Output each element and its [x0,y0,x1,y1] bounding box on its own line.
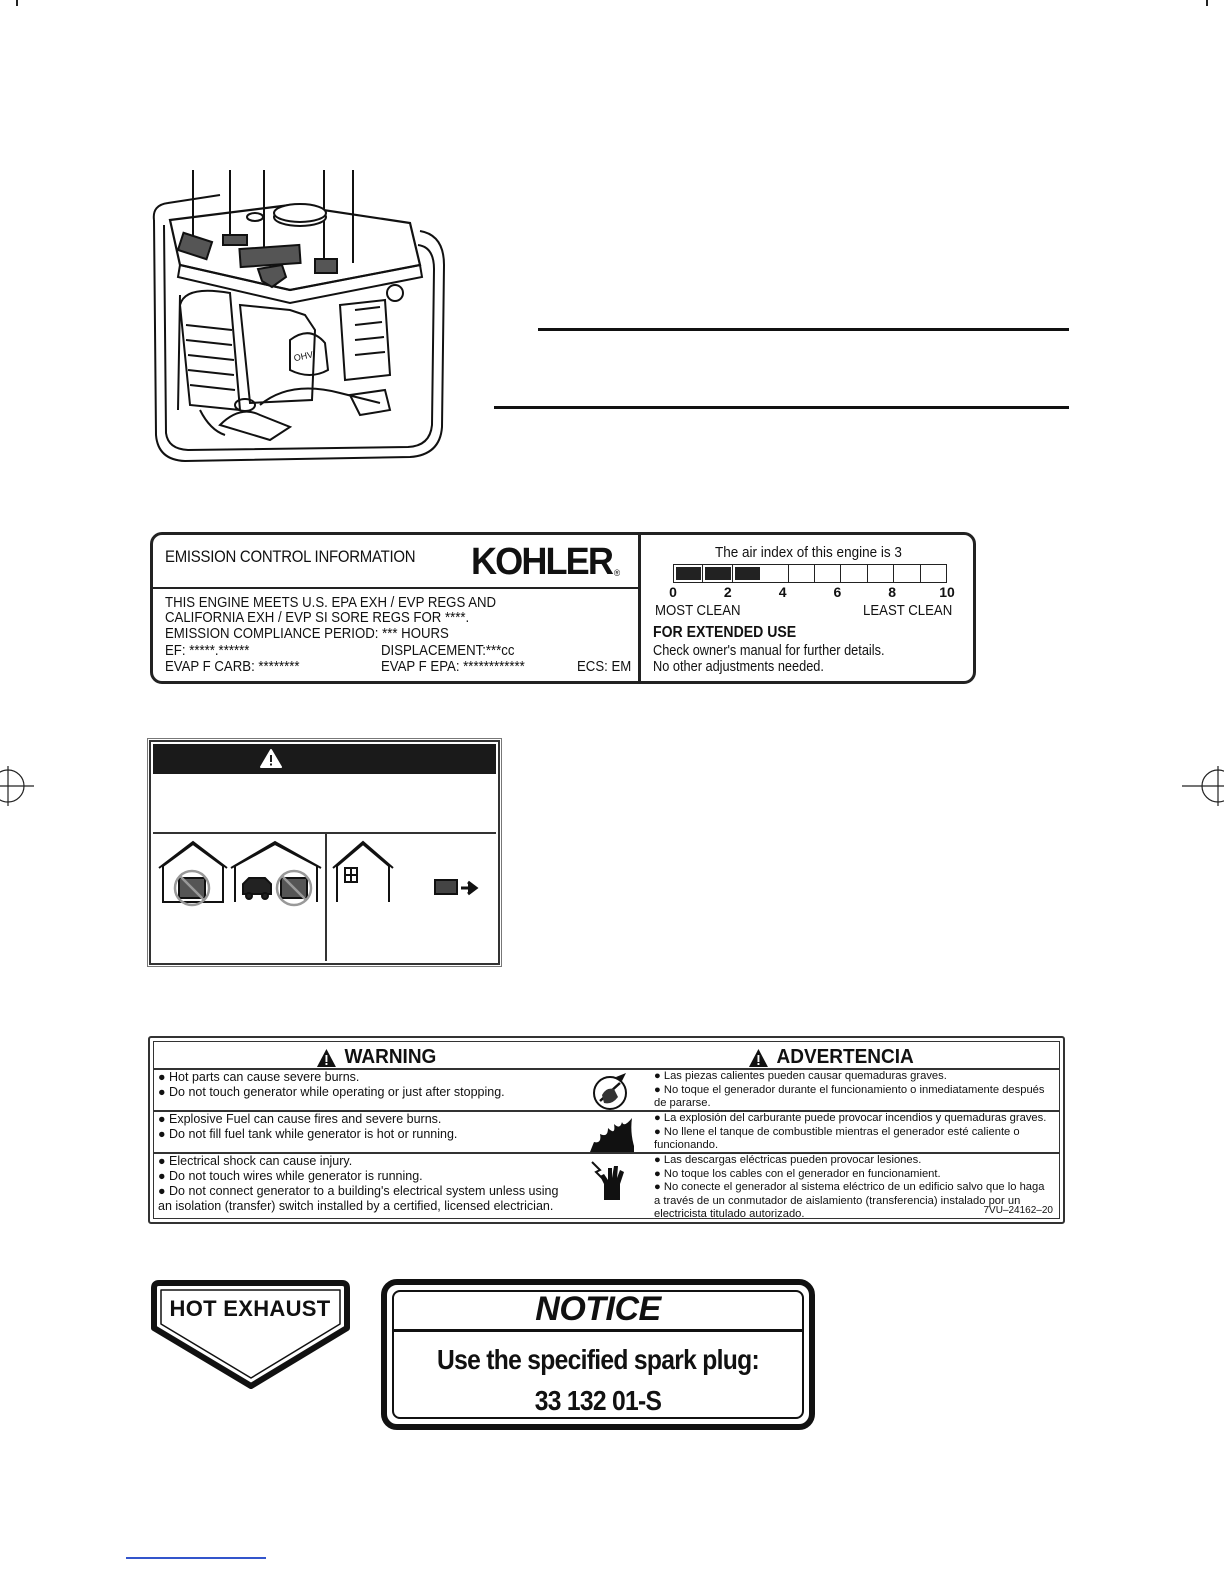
emission-control-label [150,532,976,684]
notice-inner [392,1290,804,1419]
label-part-number: 7VU–24162–20 [983,1205,1053,1216]
extended-use-heading: FOR EXTENDED USE [653,624,797,641]
air-index-scale [673,564,947,583]
warning-line: ● No conecte el generador al sistema eléctrico de un edificio salvo que lo haga [654,1181,1045,1193]
evap-epa-value: EVAP F EPA: ************ [381,658,525,675]
displacement-value: DISPLACEMENT:***cc [381,642,515,659]
spark-plug-part-number: 33 132 01-S [534,1385,662,1416]
kohler-logo-text: KOHLER [471,541,613,583]
warning-line: ● Do not touch wires while generator is running. [158,1169,423,1183]
warning-row-fuel-es [654,1112,1046,1153]
no-indoor-use-icon [157,838,322,908]
emission-divider [153,587,638,589]
air-index-segment [762,565,788,582]
warning-line: ● No toque el generador durante el funcionamiento o inmediatamente después [654,1083,1045,1096]
warning-row-hot-es [654,1070,1045,1111]
co-warning-header [153,744,496,774]
air-index-segment-filled [733,565,762,582]
warning-line: ● La explosión del carburante puede provocar incendios y quemaduras graves. [654,1112,1047,1124]
warning-line: ● Hot parts can cause severe burns. [158,1070,360,1084]
warning-row-shock-en [158,1154,558,1214]
spark-plug-notice-label [381,1279,815,1430]
hot-surface-icon [586,1071,638,1113]
warning-line: an isolation (transfer) switch installed by a certified, licensed electrician. [158,1199,554,1213]
air-index-segment-filled [703,565,732,582]
warning-line: electricista titulado autorizado. [654,1208,805,1220]
warning-triangle-icon [748,1048,769,1068]
generator-illustration [140,165,460,470]
air-index-scale-number: 2 [723,584,732,600]
fire-icon [586,1112,638,1154]
outdoor-use-icon [331,838,496,908]
warning-line: ● Las piezas calientes pueden causar quemaduras graves. [654,1070,947,1082]
co-divider-vertical [325,832,327,961]
emission-line-2: CALIFORNIA EXH / EVP SI SORE REGS FOR ****. [165,609,470,626]
registration-mark-right [1182,766,1224,806]
footer-link-underline [126,1557,266,1559]
extended-use-line-2: No other adjustments needed. [653,659,824,675]
air-index-segment [868,565,894,582]
air-index-text: The air index of this engine is 3 [715,544,902,561]
emission-compliance-period: EMISSION COMPLIANCE PERIOD: *** HOURS [165,625,449,642]
air-index-scale-number: 8 [888,584,897,600]
crop-mark-top-right [1206,0,1208,6]
warning-line: funcionando. [654,1139,719,1151]
carbon-monoxide-warning-label [149,740,500,965]
svg-text:OHV: OHV [292,349,315,364]
warning-line: ● No llene el tanque de combustible mientras el generador esté caliente o [654,1125,1020,1138]
notice-divider [394,1329,802,1332]
kohler-logo [471,541,620,584]
air-index-scale-number: 4 [778,584,787,600]
warning-line: ● Do not touch generator while operating or just after stopping. [158,1085,505,1099]
warning-line: de pararse. [654,1097,711,1109]
ef-value: EF: *****.****** [165,642,250,659]
crop-mark-top-left [16,0,18,6]
warning-triangle-icon [153,744,500,774]
extended-use-line-1: Check owner's manual for further details. [653,643,885,659]
notice-title: NOTICE [535,1290,661,1328]
warning-line: ● Electrical shock can cause injury. [158,1154,353,1168]
warning-triangle-icon [316,1048,337,1068]
bilingual-warning-label [148,1036,1065,1224]
emission-info-panel [153,535,641,681]
most-clean-label: MOST CLEAN [655,602,741,619]
emission-title: EMISSION CONTROL INFORMATION [165,547,416,566]
air-index-segment [815,565,841,582]
warning-line: ● Explosive Fuel can cause fires and severe burns. [158,1112,442,1126]
air-index-segment [841,565,867,582]
ecs-value: ECS: EM [577,658,632,675]
registered-mark: ® [613,568,621,578]
registration-mark-left [0,766,34,806]
least-clean-label: LEAST CLEAN [863,602,953,619]
air-index-scale-number: 0 [669,584,677,600]
air-index-panel [641,535,973,681]
notice-line-1: Use the specified spark plug: [437,1344,759,1375]
warning-line: ● Do not fill fuel tank while generator is hot or running. [158,1127,458,1141]
hot-exhaust-label [148,1280,352,1390]
hot-exhaust-text: HOT EXHAUST [169,1296,331,1321]
warning-header-es [748,1046,914,1069]
warning-line: ● No toque los cables con el generador en funcionamient. [654,1167,941,1180]
air-index-segment [921,565,946,582]
warning-header-es-text: ADVERTENCIA [776,1046,914,1068]
air-index-segment [894,565,920,582]
emission-line-1: THIS ENGINE MEETS U.S. EPA EXH / EVP REGS AND [165,594,497,611]
warning-header-en-text: WARNING [344,1046,437,1068]
air-index-segment-filled [674,565,703,582]
warning-line: ● Do not connect generator to a building's electrical system unless using [158,1184,559,1198]
evap-carb-value: EVAP F CARB: ******** [165,658,300,675]
air-index-scale-number: 10 [939,584,955,600]
warning-row-hot-en [158,1070,505,1100]
bilingual-warning-inner [153,1041,1060,1219]
warning-row-fuel-en [158,1112,457,1142]
air-index-segment [789,565,815,582]
warning-header-en [316,1046,436,1069]
title-rule-upper [538,328,1069,331]
air-index-scale-number: 6 [833,584,842,600]
warning-line: ● Las descargas eléctricas pueden provocar lesiones. [654,1154,922,1166]
warning-line: a través de un conmutador de aislamiento (transferencia) instalado por un [654,1194,1021,1207]
electric-shock-icon [586,1160,638,1202]
title-rule-lower [494,406,1069,409]
